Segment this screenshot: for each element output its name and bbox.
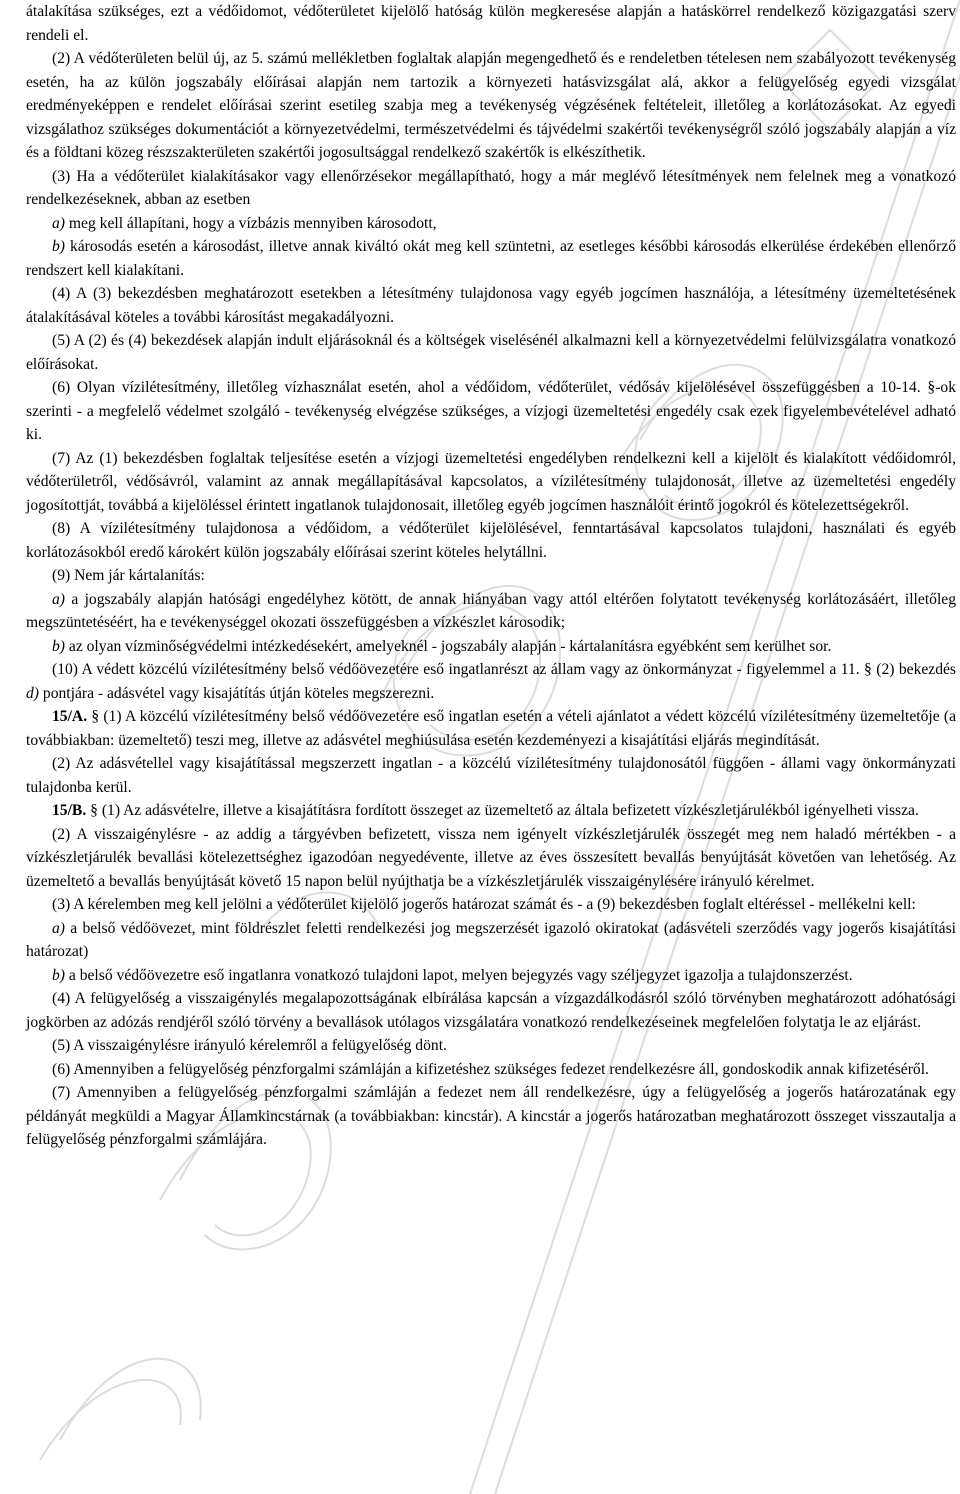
paragraph <box>26 705 956 752</box>
paragraph <box>26 47 956 165</box>
paragraph-text: (2) A védőterületen belül új, az 5. számú mellékletben foglaltak alapján megengedhető és e rendeletben tételesen nem szabályozott tevékenység esetén, ha az külön jogszabály előírásai alapján nem tartozik a környezeti hatásvizsgálat alá, akkor a felügyelőség egyedi vizsgálat eredményeképpen e rendelet előírásai szerint esetileg szabja meg a tevékenység végzésének feltételeit, illetőleg a korlátozásokat. Az egyedi vizsgálathoz szükséges dokumentációt a környezetvédelmi, természetvédelmi és tájvédelmi szakértői tevékenységről szóló jogszabály alapján a víz és a földtani közeg részszakterületen szakértői jogosultsággal rendelkező szakértők is elkészíthetik. <box>26 50 956 161</box>
paragraph-text: meg kell állapítani, hogy a vízbázis mennyiben károsodott, <box>65 214 437 232</box>
paragraph-text: a jogszabály alapján hatósági engedélyhez kötött, de annak hiányában vagy attól eltérően folytatott tevékenység korlátozásáért, illetőleg megszüntetéséért, ha e tevékenységgel okozati összefüggésben a vízkészlet károsodik; <box>26 590 956 631</box>
paragraph-text: (2) A visszaigénylésre - az addig a tárgyévben befizetett, vissza nem igényelt vízkészletjárulék összegét meg nem haladó mértékben - a vízkészletjárulék bevallási kötelezettséghez igazodóan negyedévente, illetve az éves összesített bevallás benyújtását követően van lehetőség. Az üzemeltető a bevallás benyújtását követő 15 napon belül nyújthatja be a vízkészletjárulék visszaigénylésére irányuló kérelmet. <box>26 825 956 890</box>
paragraph <box>26 799 956 823</box>
paragraph-text: pontjára - adásvétel vagy kisajátítás útján köteles megszerezni. <box>39 684 435 702</box>
paragraph <box>26 964 956 988</box>
paragraph-text: átalakítása szükséges, ezt a védőidomot, védőterületet kijelölő hatóság külön megkeresése alapján a hatáskörrel rendelkező közigazgatási szerv rendeli el. <box>26 3 956 44</box>
paragraph-text: § (1) A közcélú vízilétesítmény belső védőövezetére eső ingatlan esetén a vételi ajánlatot a védett közcélú vízilétesítmény üzemeltetője (a továbbiakban: üzemeltető) teszi meg, illetve az adásvétel meghiúsulása esetén kezdeményezi a kisajátítási eljárás megindítását. <box>26 708 956 749</box>
paragraph-text: a belső védőövezet, mint földrészlet feletti rendelkezési jog megszerzését igazoló okiratokat (adásvételi szerződés vagy jogerős kisajátítási határozat) <box>26 919 956 960</box>
paragraph <box>26 329 956 376</box>
paragraph <box>26 447 956 518</box>
item-marker: b) <box>52 966 65 984</box>
paragraph <box>26 1058 956 1082</box>
paragraph <box>26 376 956 447</box>
paragraph <box>26 212 956 236</box>
item-marker: b) <box>52 238 65 255</box>
paragraph <box>26 1034 956 1058</box>
paragraph-text: (9) Nem jár kártalanítás: <box>52 567 205 584</box>
paragraph <box>26 752 956 799</box>
paragraph <box>26 517 956 564</box>
section-number: 15/B. <box>52 802 87 819</box>
paragraph <box>26 635 956 659</box>
paragraph-text: (7) Az (1) bekezdésben foglaltak teljesítése esetén a vízjogi üzemeltetési engedélyben rendelkezni kell a kijelölt és kialakított védőidomról, védőterületről, védősávról, valamint az annak megállapításával kapcsolatos, a vízilétesítmény tulajdonosát, illetve az üzemeltetési engedély jogosítottját, továbbá a kijelöléssel érintett ingatlanok tulajdonosait, illetőleg egyéb jogcímen használóit érintő jogokról és kötelezettségekről. <box>26 449 956 514</box>
paragraph-text: a belső védőövezetre eső ingatlanra vonatkozó tulajdoni lapot, melyen bejegyzés vagy széljegyzet igazolja a tulajdonszerzést. <box>65 966 853 984</box>
paragraph <box>26 893 956 917</box>
paragraph <box>26 917 956 964</box>
paragraph-text: (3) Ha a védőterület kialakításakor vagy ellenőrzésekor megállapítható, hogy a már meglévő létesítmények nem felelnek meg a vonatkozó rendelkezéseknek, abban az esetben <box>26 167 956 208</box>
item-marker: d) <box>26 684 39 702</box>
paragraph-text: károsodás esetén a károsodást, illetve annak kiváltó okát meg kell szüntetni, az esetleges későbbi károsodás elkerülése érdekében ellenőrző rendszert kell kialakítani. <box>26 238 956 279</box>
paragraph-text: (5) A visszaigénylésre irányuló kérelemről a felügyelőség dönt. <box>52 1037 447 1054</box>
paragraph-text: (4) A felügyelőség a visszaigénylés megalapozottságának elbírálása kapcsán a vízgazdálkodásról szóló törvényben meghatározott adóhatósági jogkörben az adózás rendjéről szóló törvény a bevallások utólagos vizsgálatára vonatkozó rendelkezéseinek megfelelően folytatja le az eljárást. <box>26 990 956 1031</box>
item-marker: b) <box>52 637 65 655</box>
paragraph-text: (7) Amennyiben a felügyelőség pénzforgalmi számláján a fedezet nem áll rendelkezésre, úgy a felügyelőség a jogerős határozatának egy példányát megküldi a Magyar Államkincstárnak (a továbbiakban: kincstár). A kincstár a jogerős határozatban meghatározott összeget visszautalja a felügyelőség pénzforgalmi számlájára. <box>26 1084 956 1148</box>
paragraph <box>26 987 956 1034</box>
paragraph-text: (6) Olyan vízilétesítmény, illetőleg vízhasználat esetén, ahol a védőidom, védőterület, védősáv kijelölésével összefüggésben a 10-14. §-ok szerinti - a megfelelő védelmet szolgáló - tevékenység elvégzése szükséges, a vízjogi üzemeltetési engedély csak ezek figyelembevételével adható ki. <box>26 379 956 443</box>
item-marker: a) <box>52 919 65 937</box>
paragraph <box>26 564 956 588</box>
section-number: 15/A. <box>52 708 88 725</box>
paragraph-text: az olyan vízminőségvédelmi intézkedésekért, amelyeknél - jogszabály alapján - kártalanításra egyébként sem kerülhet sor. <box>65 637 832 655</box>
paragraph-text: (8) A vízilétesítmény tulajdonosa a védőidom, a védőterület kijelölésével, fenntartásával kapcsolatos tulajdoni, használati és egyéb korlátozásokból eredő károkért külön jogszabály előírásai szerint köteles helytállni. <box>26 520 956 561</box>
paragraph-text: (2) Az adásvétellel vagy kisajátítással megszerzett ingatlan - a közcélú vízilétesítmény tulajdonosától függően - állami vagy önkormányzati tulajdonba kerül. <box>26 755 956 796</box>
paragraph-text: (10) A védett közcélú vízilétesítmény belső védőövezetére eső ingatlanrészt az állam vagy az önkormányzat - figyelemmel a 11. § (2) bekezdés <box>52 661 956 678</box>
paragraph <box>26 235 956 282</box>
paragraph <box>26 165 956 212</box>
paragraph-text: (6) Amennyiben a felügyelőség pénzforgalmi számláján a kifizetéshez szükséges fedezet rendelkezésre áll, gondoskodik annak kifizetéséről. <box>52 1060 929 1078</box>
paragraph <box>26 0 956 47</box>
paragraph-text: (4) A (3) bekezdésben meghatározott esetekben a létesítmény tulajdonosa vagy egyéb jogcímen használója, a létesítmény üzemeltetésének átalakításával köteles a további károsítást megakadályozni. <box>26 285 956 326</box>
paragraph-text: § (1) Az adásvételre, illetve a kisajátításra fordított összeget az üzemeltető az általa befizetett vízkészletjárulékból igényelheti vissza. <box>86 802 919 819</box>
paragraph <box>26 658 956 705</box>
paragraph-text: (5) A (2) és (4) bekezdések alapján indult eljárásoknál és a költségek viselésénél alkalmazni kell a környezetvédelmi felülvizsgálatra vonatkozó előírásokat. <box>26 332 956 373</box>
item-marker: a) <box>52 590 65 608</box>
paragraph <box>26 823 956 894</box>
paragraph <box>26 1081 956 1152</box>
paragraph <box>26 588 956 635</box>
paragraph-text: (3) A kérelemben meg kell jelölni a védőterület kijelölő jogerős határozat számát és - a (9) bekezdésben foglalt eltéréssel - mellékelni kell: <box>52 896 916 913</box>
item-marker: a) <box>52 214 65 232</box>
paragraph <box>26 282 956 329</box>
